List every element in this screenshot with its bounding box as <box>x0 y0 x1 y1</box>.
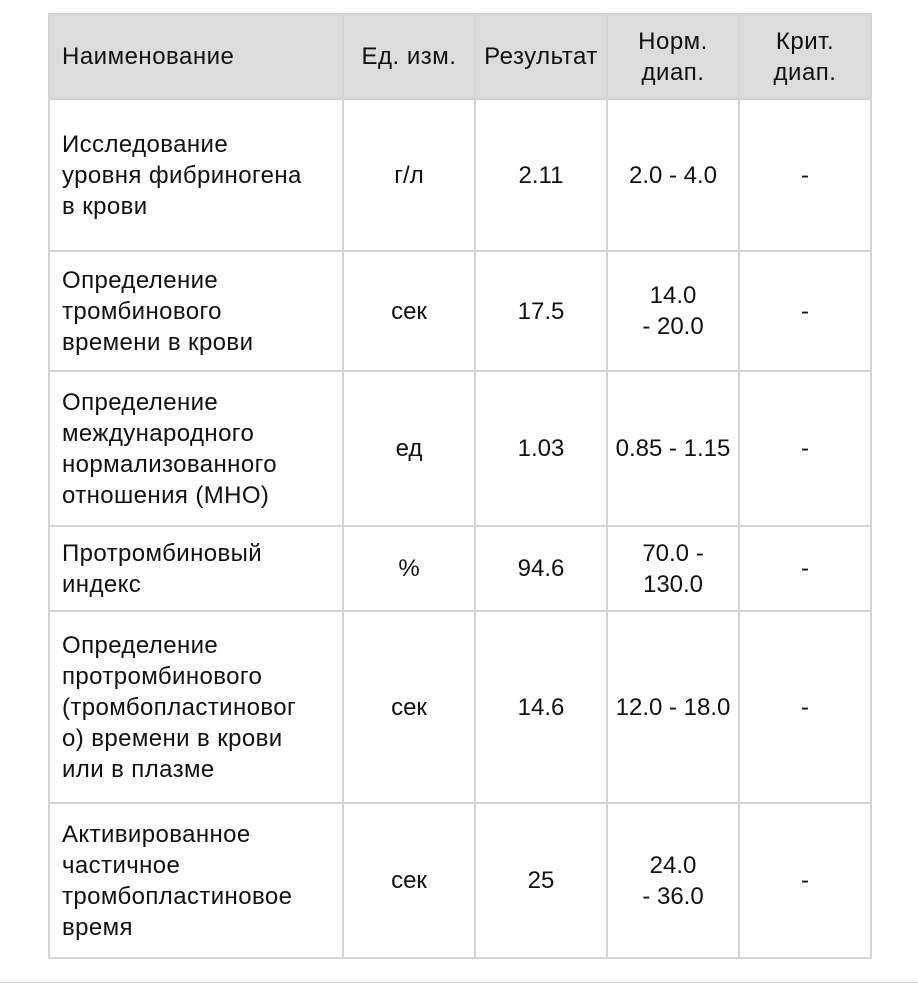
norm-range-cell <box>607 611 739 803</box>
test-name-line: отношения (МНО) <box>62 481 270 509</box>
norm-range-cell <box>607 251 739 371</box>
test-name-cell <box>49 803 343 958</box>
bottom-divider <box>0 982 918 983</box>
norm-range-line: - 36.0 <box>642 882 704 910</box>
result-cell: 14.6 <box>475 611 607 803</box>
table-row <box>49 803 871 958</box>
result-cell: 17.5 <box>475 251 607 371</box>
test-name-line: тромбинового <box>62 297 222 325</box>
table-row <box>49 251 871 371</box>
test-name-cell <box>49 99 343 251</box>
norm-range-cell <box>607 99 739 251</box>
result-cell: 1.03 <box>475 371 607 526</box>
header-crit-range <box>739 14 871 99</box>
test-name-line: Определение <box>62 266 219 294</box>
table-row <box>49 526 871 611</box>
header-unit: Ед. изм. <box>343 14 475 99</box>
test-name-line: протромбинового <box>62 662 263 690</box>
test-name-line: Определение <box>62 631 219 659</box>
crit-range-cell: - <box>739 99 871 251</box>
norm-range-line: - 20.0 <box>642 313 704 340</box>
norm-range-line: 14.0 <box>649 282 697 309</box>
test-name-line: о) времени в крови <box>62 724 283 752</box>
header-norm-line1: Норм. <box>638 27 708 55</box>
result-cell: 25 <box>475 803 607 958</box>
test-name-line: время <box>62 913 133 941</box>
header-name: Наименование <box>49 14 343 99</box>
unit-cell: сек <box>343 251 475 371</box>
crit-range-cell: - <box>739 803 871 958</box>
test-name-line: уровня фибриногена <box>62 161 302 189</box>
test-name-line: (тромбопластиновог <box>62 693 297 721</box>
norm-range-cell <box>607 526 739 611</box>
test-name-cell <box>49 251 343 371</box>
norm-range-line: 70.0 - <box>642 539 704 567</box>
unit-cell: сек <box>343 611 475 803</box>
norm-range-cell <box>607 803 739 958</box>
unit-cell: г/л <box>343 99 475 251</box>
table-row <box>49 99 871 251</box>
test-name-line: Определение <box>62 388 219 416</box>
result-cell: 2.11 <box>475 99 607 251</box>
norm-range-cell <box>607 371 739 526</box>
test-name-cell <box>49 526 343 611</box>
table-header-row <box>49 14 871 99</box>
test-name-line: Активированное <box>62 820 251 848</box>
test-name-line: Исследование <box>62 130 229 158</box>
norm-range-line: 12.0 - 18.0 <box>615 693 731 721</box>
crit-range-cell: - <box>739 371 871 526</box>
table-row <box>49 371 871 526</box>
test-name-cell <box>49 611 343 803</box>
header-crit-line1: Крит. <box>775 27 835 55</box>
header-result: Результат <box>475 14 607 99</box>
table-row <box>49 611 871 803</box>
norm-range-line: 2.0 - 4.0 <box>628 161 718 189</box>
test-name-line: международного <box>62 419 255 447</box>
test-name-line: времени в крови <box>62 328 254 356</box>
test-name-line: или в плазме <box>62 755 215 783</box>
crit-range-cell: - <box>739 526 871 611</box>
test-name-line: частичное <box>62 851 181 879</box>
test-name-line: Протромбиновый <box>62 539 263 567</box>
lab-results-table-container <box>48 13 870 959</box>
unit-cell: ед <box>343 371 475 526</box>
test-name-line: в крови <box>62 192 148 220</box>
header-norm-range <box>607 14 739 99</box>
norm-range-line: 24.0 <box>649 851 697 879</box>
crit-range-cell: - <box>739 251 871 371</box>
crit-range-cell: - <box>739 611 871 803</box>
test-name-line: нормализованного <box>62 450 277 478</box>
test-name-cell <box>49 371 343 526</box>
header-crit-line2: диап. <box>773 58 837 86</box>
test-name-line: тромбопластиновое <box>62 882 293 910</box>
unit-cell: % <box>343 526 475 611</box>
unit-cell: сек <box>343 803 475 958</box>
lab-results-table <box>48 13 872 959</box>
test-name-line: индекс <box>62 570 142 598</box>
norm-range-line: 0.85 - 1.15 <box>615 435 731 462</box>
header-norm-line2: диап. <box>641 58 705 86</box>
norm-range-line: 130.0 <box>642 570 704 598</box>
result-cell: 94.6 <box>475 526 607 611</box>
